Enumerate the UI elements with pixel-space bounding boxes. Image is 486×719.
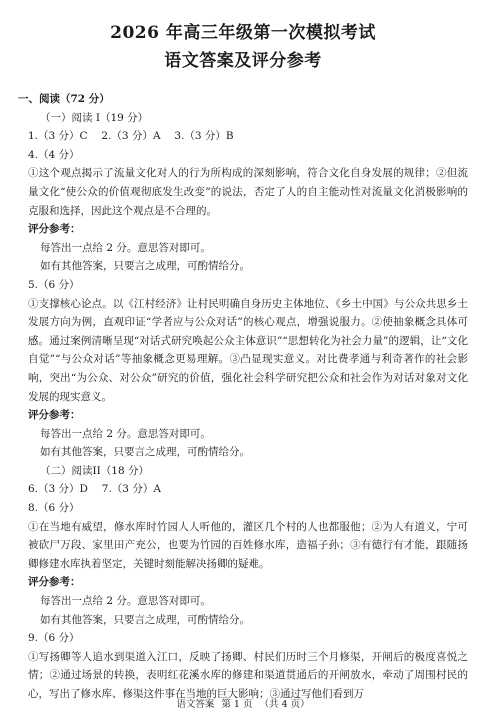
q9-answer-text: ①写扬卿等人追水到渠道入江口，反映了扬卿、村民们历时三个月修渠，开闸后的极度喜悦之情；②通过场景的转换，表明红花溪水库的修建和渠道贯通后的开闸放水，牵动了周围村民的心，写出了修水库、修渠这件事在当地的巨大影响；③通过写他们看到万	[28, 650, 468, 700]
footer-doc-name: 语文答案	[176, 699, 215, 710]
q4-scoring-rule-1: 每答出一点给 2 分。意思答对即可。	[40, 241, 211, 254]
q8-scoring-rule-1: 每答出一点给 2 分。意思答对即可。	[40, 595, 211, 608]
q5-answer-text: ①支撑核心论点。以《江村经济》让村民明确自身历史主体地位、《乡土中国》与公众共思乡土发展方向为例，直观印证“学者应与公众对话”的核心观点，增强说服力。②使抽象概念具体可感。通过案例清晰呈现“对话式研究唤起公众主体意识”“思想转化为社会力量”的逻辑，让“文化自觉”“与公众对话”等抽象概念更易理解。③凸显现实意义。对比费孝通与利奇著作的社会影响，突出“为公众、对公众”研究的价值，强化社会科学研究把公众和社会作为对话对象对文化发展的现实意义。	[28, 297, 468, 403]
q8-answer-text: ①在当地有威望，修水库时竹园人人听他的，灌区几个村的人也都服他；②为人有道义，宁可被砍尸万段、家里田产充公，也要为竹园的百姓修水库，造福子孙；③有德行有才能，跟随扬卿修建水库执着坚定，关键时刻能解决扬卿的疑难。	[28, 520, 468, 570]
answers-q6-q7: 6.（3 分）D 7.（3 分）A	[28, 483, 161, 496]
subsection-reading-1-title: （一）阅读 I（19 分）	[40, 111, 149, 124]
q5-scoring-rule-1: 每答出一点给 2 分。意思答对即可。	[40, 427, 211, 440]
q4-answer-text: ①这个观点揭示了流量文化对人的行为所构成的深刻影响，符合文化自身发展的规律；②但流量文化“使公众的价值观彻底发生改变”的说法，否定了人的自主能动性对流量文化消极影响的克服和选择，因此这个观点是不合理的。	[28, 167, 468, 217]
q8-scoring-label: 评分参考：	[28, 576, 81, 589]
page-footer	[0, 699, 486, 711]
q5-scoring-rule-2: 如有其他答案，只要言之成理，可酌情给分。	[40, 446, 250, 459]
exam-subtitle: 语文答案及评分参考	[164, 51, 322, 71]
q9-label: 9.（6 分）	[28, 632, 80, 645]
section-reading-title: 一、阅读（72 分）	[18, 93, 110, 105]
answers-q1-q3: 1.（3 分）C 2.（3 分）A 3.（3 分）B	[28, 130, 234, 143]
footer-total-pages: （共 4 页）	[259, 699, 310, 710]
subsection-reading-2-title: （二）阅读II（18 分）	[40, 464, 149, 477]
q8-scoring-rule-2: 如有其他答案，只要言之成理，可酌情给分。	[40, 613, 250, 626]
q4-scoring-label: 评分参考：	[28, 223, 81, 236]
footer-page-number: 第 1 页	[221, 699, 253, 710]
q5-label: 5.（6 分）	[28, 278, 80, 291]
exam-title: 2026 年高三年级第一次模拟考试	[110, 23, 376, 43]
q4-label: 4.（4 分）	[28, 148, 80, 161]
q8-label: 8.（6 分）	[28, 502, 80, 515]
q5-scoring-label: 评分参考：	[28, 409, 81, 422]
q4-scoring-rule-2: 如有其他答案，只要言之成理，可酌情给分。	[40, 260, 250, 273]
